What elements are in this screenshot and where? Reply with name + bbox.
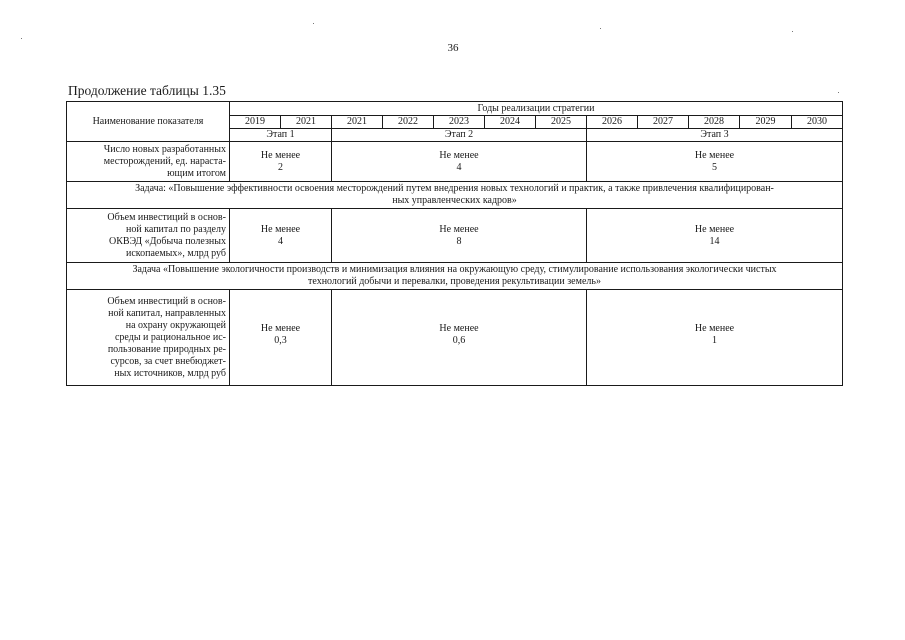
table-caption: Продолжение таблицы 1.35 <box>68 83 226 98</box>
scan-speck <box>838 92 839 93</box>
year-header: 2021 <box>347 116 367 127</box>
year-header: 2029 <box>755 116 776 127</box>
name-column-header: Наименование показателя <box>92 115 204 127</box>
indicator-value: Не менее 5 <box>694 149 735 173</box>
task-row: Задача: «Повышение эффективности освоения месторождений путем внедрения новых технологий и практик, а также привлечения квалифицирован- ных управленческих кадров» <box>135 183 774 206</box>
indicator-name: Объем инвестиций в основ- ной капитал, направленных на охрану окружающей среды и рациональное ис- пользование природных ре- сурсов, за счет внебюджет- ных источников, млрд руб <box>107 295 226 379</box>
indicator-value: Не менее 2 <box>260 149 301 173</box>
indicator-value: Не менее 1 <box>694 322 735 346</box>
year-header: 2021 <box>296 116 316 127</box>
scan-speck <box>313 23 314 24</box>
year-header: 2022 <box>398 116 418 127</box>
year-header: 2028 <box>704 116 724 127</box>
year-header: 2027 <box>653 116 673 127</box>
years-header: Годы реализации стратегии <box>477 102 595 114</box>
indicator-value: Не менее 14 <box>694 223 735 247</box>
indicator-value: Не менее 0,3 <box>260 322 301 346</box>
year-header: 2030 <box>807 116 827 127</box>
year-header: 2024 <box>500 116 520 127</box>
table-rule <box>842 101 843 386</box>
year-header: 2023 <box>449 116 469 127</box>
indicator-value: Не менее 4 <box>260 223 301 247</box>
scan-speck <box>600 28 601 29</box>
scan-speck <box>21 38 22 39</box>
task-row: Задача «Повышение экологичности производств и минимизация влияния на окружающую среду, стимулирование использования экологически чистых технологий добычи и перевалки, проведения рекультивации земель» <box>132 264 777 287</box>
year-header: 2019 <box>245 116 265 127</box>
stage-header: Этап 2 <box>444 129 474 140</box>
indicator-value: Не менее 4 <box>439 149 479 173</box>
indicator-name: Число новых разработанных месторождений, ед. нараста- ющим итогом <box>103 143 226 179</box>
indicator-value: Не менее 0,6 <box>439 322 479 346</box>
stage-header: Этап 3 <box>700 129 729 140</box>
table-rule <box>66 385 843 386</box>
year-header: 2025 <box>551 116 571 127</box>
page-number: 36 <box>447 42 459 54</box>
stage-header: Этап 1 <box>266 129 295 140</box>
year-header: 2026 <box>602 116 622 127</box>
indicator-value: Не менее 8 <box>439 223 479 247</box>
scan-speck <box>792 31 793 32</box>
indicator-name: Объем инвестиций в основ- ной капитал по разделу ОКВЭД «Добыча полезных ископаемых», млрд руб <box>107 211 226 259</box>
